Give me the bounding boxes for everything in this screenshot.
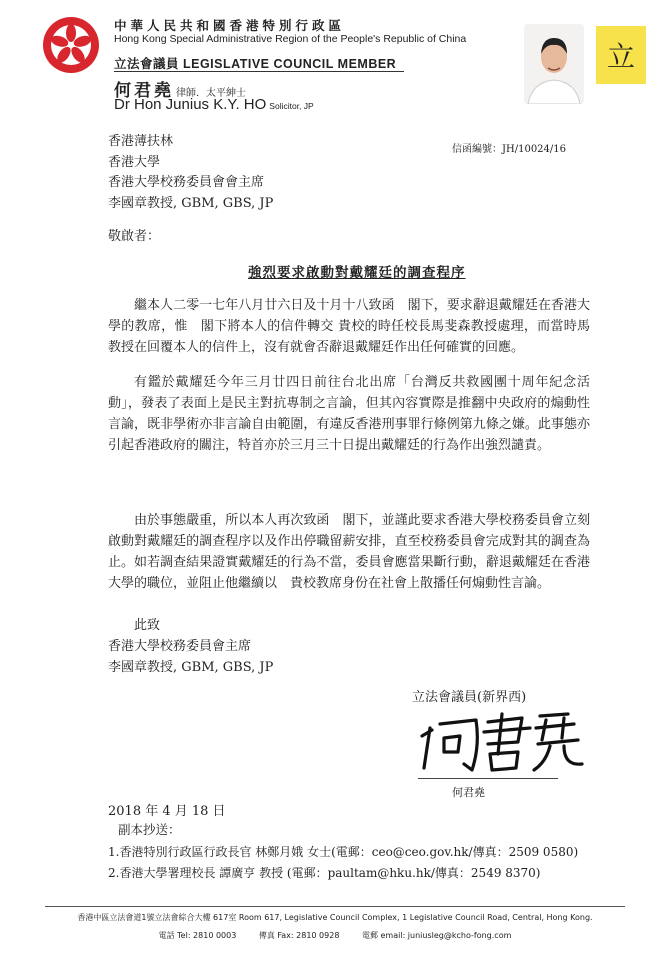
body-paragraph: 繼本人二零一七年八月廿六日及十月十八致函 閣下，要求辭退戴耀廷在香港大學的教席，惟 閣下將本人的信件轉交 貴校的時任校長馬斐森教授處理，而當時馬教授在回覆本人的信件上，沒有就會否辭退戴耀廷作出任何確實的回應。 bbox=[108, 298, 590, 355]
recipient-line: 香港大學 bbox=[108, 154, 161, 170]
legco-member-title: 立法會議員 LEGISLATIVE COUNCIL MEMBER bbox=[114, 57, 397, 71]
party-logo bbox=[596, 26, 646, 84]
member-portrait-icon bbox=[524, 24, 584, 104]
member-title-en: Solicitor, JP bbox=[269, 101, 314, 111]
member-title-cn: 律師．太平紳士 bbox=[176, 88, 246, 99]
letter-date: 2018 年 4 月 18 日 bbox=[108, 804, 226, 819]
recipient-line: 李國章教授, GBM, GBS, JP bbox=[108, 195, 274, 211]
cc-item: 1.香港特別行政區行政長官 林鄭月娥 女士(電郵：ceo@ceo.gov.hk/傳真：2509 0580) bbox=[108, 845, 579, 859]
footer-divider bbox=[45, 906, 625, 907]
member-name-cn-text: 何君堯 bbox=[114, 81, 174, 101]
recipient-line: 香港大學校務委員會會主席 bbox=[108, 175, 265, 190]
footer-address: 香港中區立法會道1號立法會綜合大樓 617室 Room 617, Legislative Council Complex, 1 Legislative Council Road, Central, Hong Kong. bbox=[77, 913, 593, 922]
cc-label: 副本抄送： bbox=[118, 822, 181, 837]
signer-name: 何君堯 bbox=[452, 786, 485, 799]
gov-name-en: Hong Kong Special Administrative Region of the People's Republic of China bbox=[114, 33, 467, 45]
header-divider bbox=[114, 71, 404, 72]
letter-subject: 強烈要求啟動對戴耀廷的調查程序 bbox=[248, 265, 466, 281]
cc-item: 2.香港大學署理校長 譚廣亨 教授 (電郵：paultam@hku.hk/傳真：2549 8370) bbox=[108, 866, 541, 880]
body-paragraph: 由於事態嚴重，所以本人再次致函 閣下，並謹此要求香港大學校務委員會立刻啟動對戴耀廷的調查程序以及作出停職留薪安排，直至校務委員會完成對其的調查為止。如若調查結果證實戴耀廷的行為不當，委員會應當果斷行動，辭退戴耀廷在香港大學的職位，並阻止他繼續以 貴校教席身份在社會上散播任何煽動性言論。 bbox=[108, 513, 590, 591]
body-paragraph: 有鑑於戴耀廷今年三月廿四日前往台北出席「台灣反共救國團十周年紀念活動」，發表了表面上是民主對抗專制之言論，但其內容實際是推翻中央政府的煽動性言論，既非學術亦非言論自由範圍，有違反香港刑事罪行條例第九條之嫌。此事態亦引起香港政府的關注，特首亦於三月三十日提出戴耀廷的行為作出強烈譴責。 bbox=[108, 375, 590, 453]
signer-title: 立法會議員(新界西) bbox=[412, 690, 527, 705]
member-name-en bbox=[114, 96, 314, 113]
footer-contact bbox=[0, 930, 670, 941]
gov-name-cn: 中華人民共和國香港特別行政區 bbox=[114, 18, 346, 33]
closing-line: 香港大學校務委員會主席 bbox=[108, 639, 252, 654]
signature-line bbox=[418, 778, 558, 779]
party-logo-glyph: 立 bbox=[606, 40, 636, 73]
footer-fax: 傳真 Fax: 2810 0928 bbox=[258, 931, 340, 940]
footer-tel: 電話 Tel: 2810 0003 bbox=[158, 931, 237, 940]
closing-line: 此致 bbox=[134, 618, 161, 633]
recipient-line: 香港薄扶林 bbox=[108, 134, 174, 149]
party-logo-icon bbox=[596, 26, 646, 84]
handwritten-signature-icon bbox=[418, 706, 588, 776]
salutation: 敬啟者： bbox=[108, 229, 161, 244]
recipient-block bbox=[108, 132, 273, 214]
letter-reference: 信函編號：JH/10024/16 bbox=[452, 144, 567, 155]
footer-email: 電郵 email: juniusleg@kcho-fong.com bbox=[361, 931, 512, 940]
closing-line: 李國章教授, GBM, GBS, JP bbox=[108, 660, 274, 675]
member-name-en-text: Dr Hon Junius K.Y. HO bbox=[114, 96, 267, 113]
closing-block bbox=[108, 615, 273, 678]
hksar-emblem-icon bbox=[42, 16, 100, 74]
